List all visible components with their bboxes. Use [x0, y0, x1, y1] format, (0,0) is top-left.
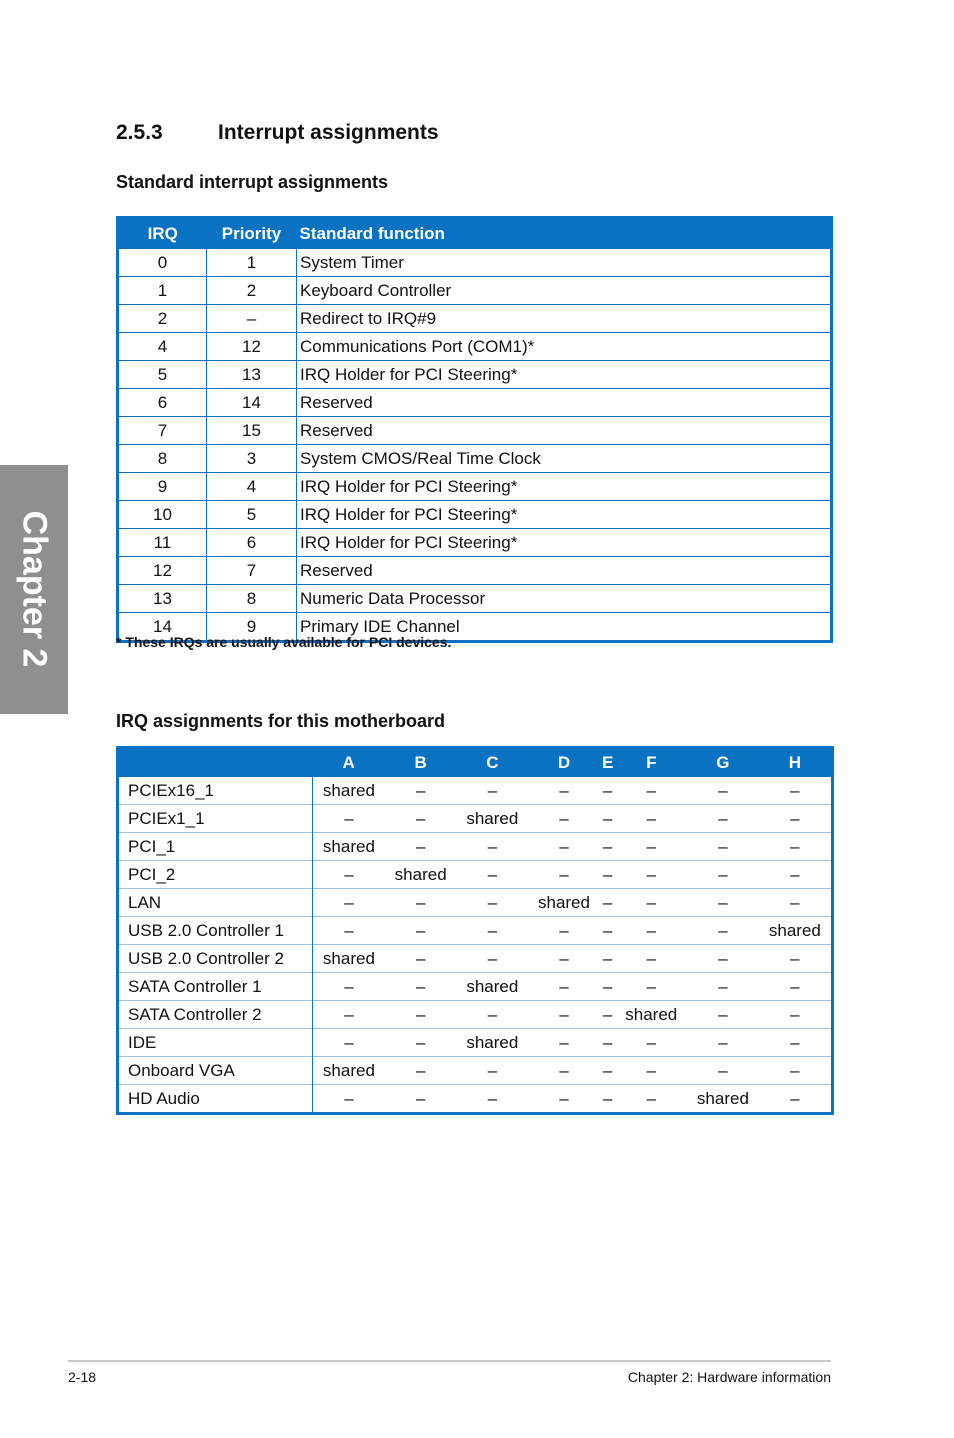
- table-row: [118, 333, 832, 361]
- table-row: [118, 445, 832, 473]
- function-cell: IRQ Holder for PCI Steering*: [297, 501, 832, 529]
- assignment-cell: –: [528, 805, 600, 833]
- table-header-row: [118, 218, 832, 249]
- function-cell: Redirect to IRQ#9: [297, 305, 832, 333]
- assignment-cell: –: [313, 889, 385, 917]
- section-title-text: Interrupt assignments: [218, 121, 439, 144]
- standard-irq-table: [116, 216, 833, 643]
- priority-cell: 12: [207, 333, 297, 361]
- assignment-cell: –: [385, 1085, 457, 1114]
- assignment-cell: shared: [313, 833, 385, 861]
- irq-cell: 10: [118, 501, 207, 529]
- standard-table-body: [118, 249, 832, 642]
- assignment-cell: –: [385, 945, 457, 973]
- assignment-cell: –: [759, 973, 833, 1001]
- footer-chapter: Chapter 2: Hardware information: [627, 1369, 831, 1385]
- footnote: * These IRQs are usually available for PCI devices.: [116, 634, 452, 650]
- irq-cell: 13: [118, 585, 207, 613]
- header-irq-line: H: [759, 748, 833, 778]
- irq-cell: 1: [118, 277, 207, 305]
- table-row: [118, 361, 832, 389]
- assignment-cell: –: [313, 1085, 385, 1114]
- assignment-cell: –: [487, 780, 498, 800]
- device-cell: Onboard VGA: [118, 1057, 313, 1085]
- assignment-cell: –: [759, 945, 833, 973]
- assignment-cell: –: [457, 1085, 529, 1114]
- assignment-cell: –: [528, 945, 600, 973]
- assignment-cell: –: [759, 861, 833, 889]
- device-cell: PCIEx1_1: [118, 805, 313, 833]
- header-irq-line: B: [385, 748, 457, 778]
- function-cell: Keyboard Controller: [297, 277, 832, 305]
- assignment-cell: –: [385, 889, 457, 917]
- assignment-cell: –: [457, 945, 529, 973]
- priority-cell: 7: [207, 557, 297, 585]
- assignment-cell: –: [759, 805, 833, 833]
- header-irq-line: A: [313, 748, 385, 778]
- assignment-cell: –: [313, 861, 385, 889]
- assignment-cell: –: [385, 1029, 457, 1057]
- device-cell: PCI_2: [118, 861, 313, 889]
- assignment-cell: –: [385, 833, 457, 861]
- assignment-cell: –: [687, 945, 759, 973]
- priority-cell: 6: [207, 529, 297, 557]
- function-cell: System Timer: [297, 249, 832, 277]
- table-row: [118, 389, 832, 417]
- assignment-cell: –: [600, 917, 616, 945]
- assignment-cell: –: [313, 973, 385, 1001]
- function-cell: Primary IDE Channel: [297, 613, 832, 642]
- function-cell: IRQ Holder for PCI Steering*: [297, 361, 832, 389]
- function-cell: Numeric Data Processor: [297, 585, 832, 613]
- table-row: [118, 1029, 833, 1057]
- assignment-cell: –: [759, 833, 833, 861]
- assignment-cell: –: [457, 917, 529, 945]
- assignment-cell: –: [385, 1001, 457, 1029]
- assignment-cell: –: [600, 1001, 616, 1029]
- assignment-cell: –: [457, 861, 529, 889]
- assignment-cell: –: [600, 945, 616, 973]
- header-priority: Priority: [207, 218, 297, 249]
- function-cell: IRQ Holder for PCI Steering*: [297, 529, 832, 557]
- assignment-cell: –: [528, 973, 600, 1001]
- table-row: [118, 945, 833, 973]
- assignment-cell: –: [313, 1001, 385, 1029]
- assignment-cell: –: [615, 1029, 687, 1057]
- assignment-cell: –: [313, 805, 385, 833]
- priority-cell: 9: [207, 613, 297, 642]
- assignment-cell: –: [615, 1057, 687, 1085]
- assignment-cell: –: [385, 917, 457, 945]
- priority-cell: 2: [207, 277, 297, 305]
- assignment-cell: –: [457, 1001, 529, 1029]
- assignment-cell: –: [687, 1001, 759, 1029]
- priority-cell: 13: [207, 361, 297, 389]
- assignment-cell: –: [615, 805, 687, 833]
- assignment-cell: –: [615, 889, 687, 917]
- assignment-cell: –: [759, 1001, 833, 1029]
- chapter-tab: [0, 465, 68, 714]
- table-row: [118, 585, 832, 613]
- assignment-cell: –: [759, 1029, 833, 1057]
- motherboard-irq-table: [116, 746, 834, 1115]
- assignment-cell: –: [415, 780, 426, 800]
- assignment-cell: –: [687, 861, 759, 889]
- assignment-cell: –: [528, 1029, 600, 1057]
- header-function: Standard function: [297, 218, 832, 249]
- function-cell: IRQ Holder for PCI Steering*: [297, 473, 832, 501]
- assignment-cell: –: [600, 861, 616, 889]
- irq-cell: 9: [118, 473, 207, 501]
- assignment-cell: –: [615, 861, 687, 889]
- header-irq: IRQ: [118, 218, 207, 249]
- section-title: [116, 121, 439, 145]
- priority-cell: 5: [207, 501, 297, 529]
- assignment-cell: –: [759, 1057, 833, 1085]
- table-row: [118, 1001, 833, 1029]
- assignment-cell: –: [615, 917, 687, 945]
- header-device: [118, 748, 313, 778]
- assignment-cell: –: [615, 973, 687, 1001]
- table-row: [118, 973, 833, 1001]
- assignment-cell: –: [600, 833, 616, 861]
- assignment-cell: shared: [322, 780, 375, 800]
- assignment-cell: –: [559, 780, 569, 800]
- table-row: [118, 529, 832, 557]
- header-irq-line: D: [528, 748, 600, 778]
- priority-cell: 1: [207, 249, 297, 277]
- assignment-cell: –: [600, 1029, 616, 1057]
- table-row: [118, 249, 832, 277]
- device-cell: IDE: [118, 1029, 313, 1057]
- assignment-cell: –: [457, 833, 529, 861]
- assignment-cell: –: [528, 1001, 600, 1029]
- function-cell: System CMOS/Real Time Clock: [297, 445, 832, 473]
- assignment-cell: –: [313, 917, 385, 945]
- irq-cell: 12: [118, 557, 207, 585]
- irq-cell: 11: [118, 529, 207, 557]
- table-row: [118, 1085, 833, 1114]
- irq-cell: 8: [118, 445, 207, 473]
- assignment-cell: –: [790, 780, 800, 800]
- priority-cell: 3: [207, 445, 297, 473]
- table-row: [118, 557, 832, 585]
- assignment-cell: –: [759, 1085, 833, 1114]
- assignment-cell: –: [528, 833, 600, 861]
- assignment-cell: –: [687, 833, 759, 861]
- device-cell: PCIEx16_1: [118, 777, 313, 805]
- function-cell: Reserved: [297, 557, 832, 585]
- irq-cell: 6: [118, 389, 207, 417]
- assignment-cell: –: [718, 780, 728, 800]
- device-cell: USB 2.0 Controller 1: [118, 917, 313, 945]
- chapter-tab-label: Chapter 2: [15, 510, 54, 668]
- device-cell: HD Audio: [118, 1085, 313, 1114]
- priority-cell: 15: [207, 417, 297, 445]
- assignment-cell: –: [602, 780, 613, 800]
- assignment-cell: –: [600, 889, 616, 917]
- page-number: 2-18: [68, 1369, 97, 1385]
- assignment-cell: –: [385, 805, 457, 833]
- table-row: [118, 861, 833, 889]
- device-cell: LAN: [118, 889, 313, 917]
- assignment-cell: –: [687, 805, 759, 833]
- header-irq-line: F: [615, 748, 687, 778]
- section-number: 2.5.3: [116, 121, 163, 144]
- assignment-cell: shared: [759, 917, 833, 945]
- table-row: [118, 473, 832, 501]
- header-irq-line: C: [457, 748, 529, 778]
- assignment-cell: –: [687, 889, 759, 917]
- table-row: [118, 805, 833, 833]
- assignment-cell: shared: [528, 889, 600, 917]
- table-header-row: [118, 748, 833, 778]
- table-row: [118, 917, 833, 945]
- assignment-cell: –: [600, 1057, 616, 1085]
- assignment-cell: –: [457, 889, 529, 917]
- irq-cell: 5: [118, 361, 207, 389]
- device-cell: PCI_1: [118, 833, 313, 861]
- assignment-cell: –: [313, 1029, 385, 1057]
- assignment-cell: –: [528, 1085, 600, 1114]
- table-row: [118, 277, 832, 305]
- assignment-cell: –: [385, 1057, 457, 1085]
- table-row: [118, 417, 832, 445]
- priority-cell: –: [207, 305, 297, 333]
- assignment-cell: –: [457, 1057, 529, 1085]
- assignment-cell: –: [615, 833, 687, 861]
- assignment-cell: –: [600, 805, 616, 833]
- assignment-cell: shared: [457, 1029, 529, 1057]
- assignment-cell: –: [687, 1057, 759, 1085]
- device-cell: USB 2.0 Controller 2: [118, 945, 313, 973]
- assignment-cell: –: [687, 973, 759, 1001]
- assignment-cell: –: [600, 973, 616, 1001]
- assignment-cell: –: [528, 917, 600, 945]
- motherboard-heading: IRQ assignments for this motherboard: [116, 711, 446, 731]
- irq-cell: 14: [118, 613, 207, 642]
- assignment-cell: shared: [457, 805, 529, 833]
- priority-cell: 8: [207, 585, 297, 613]
- table-row: [118, 501, 832, 529]
- assignment-cell: –: [615, 945, 687, 973]
- table-row: [118, 305, 832, 333]
- assignment-cell: –: [615, 1085, 687, 1114]
- assignment-cell: shared: [385, 861, 457, 889]
- priority-cell: 4: [207, 473, 297, 501]
- table-row: [118, 1057, 833, 1085]
- assignment-cell: –: [687, 1029, 759, 1057]
- table-row: [118, 833, 833, 861]
- function-cell: Reserved: [297, 417, 832, 445]
- table-row: [118, 889, 833, 917]
- irq-cell: 0: [118, 249, 207, 277]
- assignment-cell: –: [600, 1085, 616, 1114]
- assignment-cell: shared: [457, 973, 529, 1001]
- motherboard-table-body: [118, 777, 833, 1114]
- assignment-cell: –: [528, 1057, 600, 1085]
- assignment-cell: shared: [615, 1001, 687, 1029]
- function-cell: Communications Port (COM1)*: [297, 333, 832, 361]
- priority-cell: 14: [207, 389, 297, 417]
- assignment-cell: shared: [687, 1085, 759, 1114]
- table-row: [118, 777, 833, 805]
- assignment-cell: –: [646, 780, 656, 800]
- assignment-cell: shared: [313, 1057, 385, 1085]
- footer-divider: [68, 1360, 831, 1362]
- device-cell: SATA Controller 2: [118, 1001, 313, 1029]
- header-irq-line: G: [687, 748, 759, 778]
- assignment-cell: –: [385, 973, 457, 1001]
- irq-cell: 4: [118, 333, 207, 361]
- irq-cell: 7: [118, 417, 207, 445]
- header-irq-line: E: [600, 748, 616, 778]
- standard-heading: Standard interrupt assignments: [116, 172, 389, 192]
- irq-cell: 2: [118, 305, 207, 333]
- assignment-cell: –: [528, 861, 600, 889]
- function-cell: Reserved: [297, 389, 832, 417]
- assignment-cell: –: [759, 889, 833, 917]
- device-cell: SATA Controller 1: [118, 973, 313, 1001]
- assignment-cell: –: [687, 917, 759, 945]
- assignment-cell: shared: [313, 945, 385, 973]
